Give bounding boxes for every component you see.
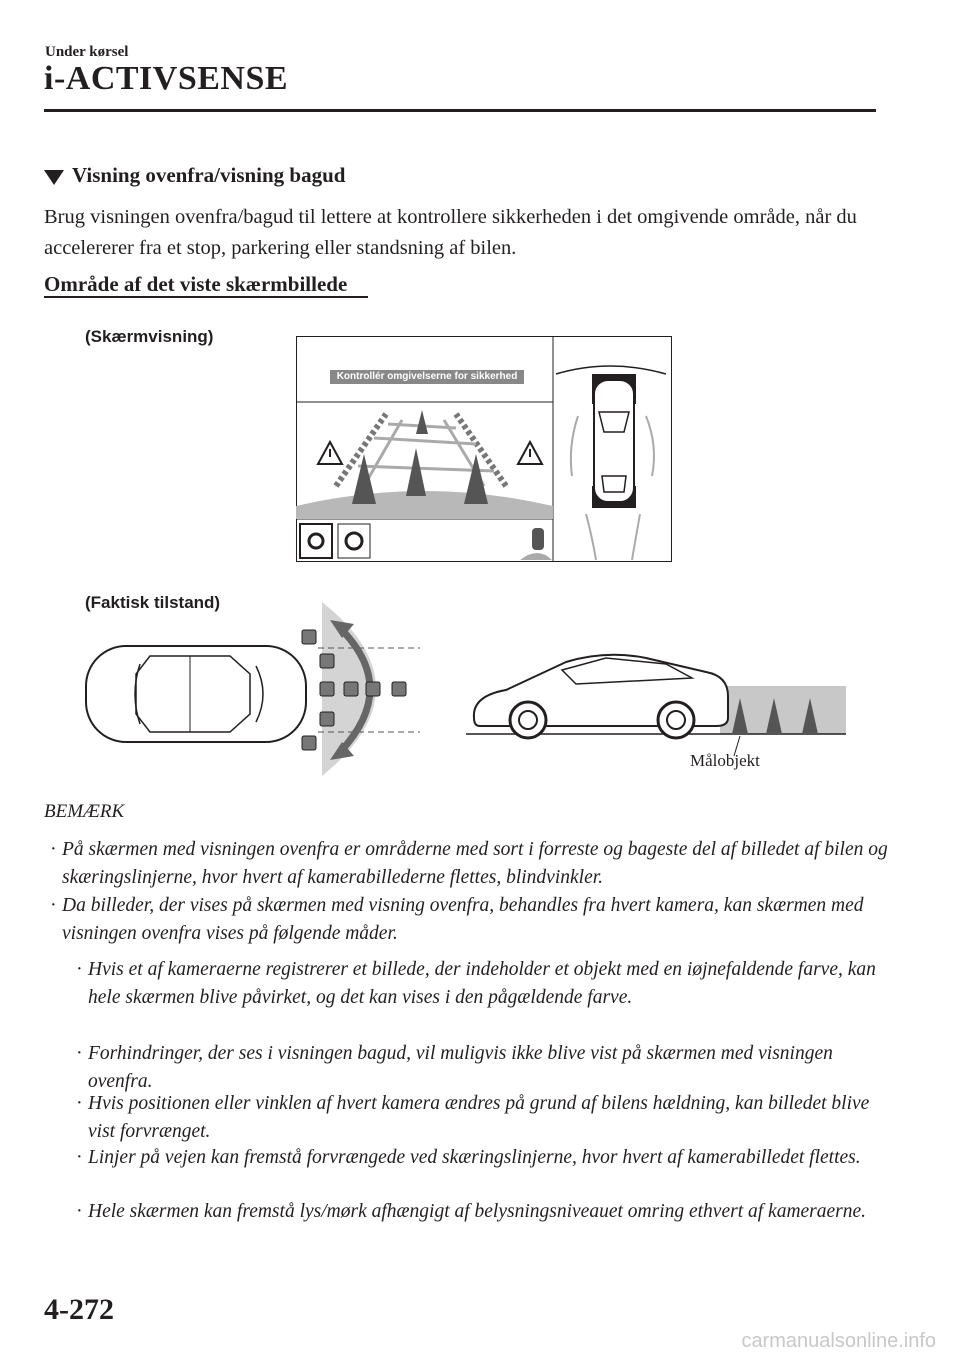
intro-paragraph: Brug visningen ovenfra/bagud til lettere at kontrollere sikkerheden i det omgivende område, når du accelererer fra et stop, parkering eller standsning af bilen. [44,206,857,259]
list-item: · Hele skærmen kan fremstå lys/mørk afhængigt af belysningsniveauet omring ethvert af kameraerne. [76,1201,867,1222]
watermark: carmanualsonline.info [741,1330,936,1352]
top-view-panel [556,340,667,560]
subheading-underline [44,296,368,298]
screen-display-label: (Skærmvisning) [85,327,214,346]
list-item: · Hvis positionen eller vinklen af hvert kamera ændres på grund af bilens hældning, kan billedet blive vist forvrænget. [76,1093,870,1142]
list-item: · Linjer på vejen kan fremstå forvrængede ved skæringslinjerne, hvor hvert af kamerabilledet flettes. [76,1147,861,1168]
screen-display-illustration [296,336,672,562]
section-heading [44,163,345,188]
triangle-marker-icon [44,170,64,185]
side-view-car-illustration [466,648,846,748]
note-title: BEMÆRK [44,801,125,822]
page-title: i-ACTIVSENSE [44,60,289,97]
actual-condition-label: (Faktisk tilstand) [85,593,221,612]
target-object-label: Målobjekt [690,751,760,770]
section-heading-text: Visning ovenfra/visning bagud [72,163,346,187]
chapter-label: Under kørsel [45,44,129,60]
list-item: · Forhindringer, der ses i visningen bagud, vil muligvis ikke blive vist på skærmen med visningen ovenfra. [76,1043,833,1092]
top-view-car-illustration [80,600,420,780]
screen-banner-text: Kontrollér omgivelserne for sikkerhed [336,371,518,382]
list-item: · Da billeder, der vises på skærmen med visning ovenfra, behandles fra hvert kamera, kan skærmen med visningen ovenfra vises på følgende måder. [50,895,864,944]
page-number: 4-272 [44,1293,114,1326]
subheading: Område af det viste skærmbillede [44,272,348,296]
title-rule [44,109,876,112]
list-item: · På skærmen med visningen ovenfra er områderne med sort i forreste og bageste del af billedet af bilen og skæringslinjerne, hvor hvert af kamerabillederne flettes, blindvinkler. [50,839,888,888]
list-item: · Hvis et af kameraerne registrerer et billede, der indeholder et objekt med en iøjnefaldende farve, kan hele skærmen blive påvirket, og det kan vises i den pågældende farve. [76,959,876,1008]
